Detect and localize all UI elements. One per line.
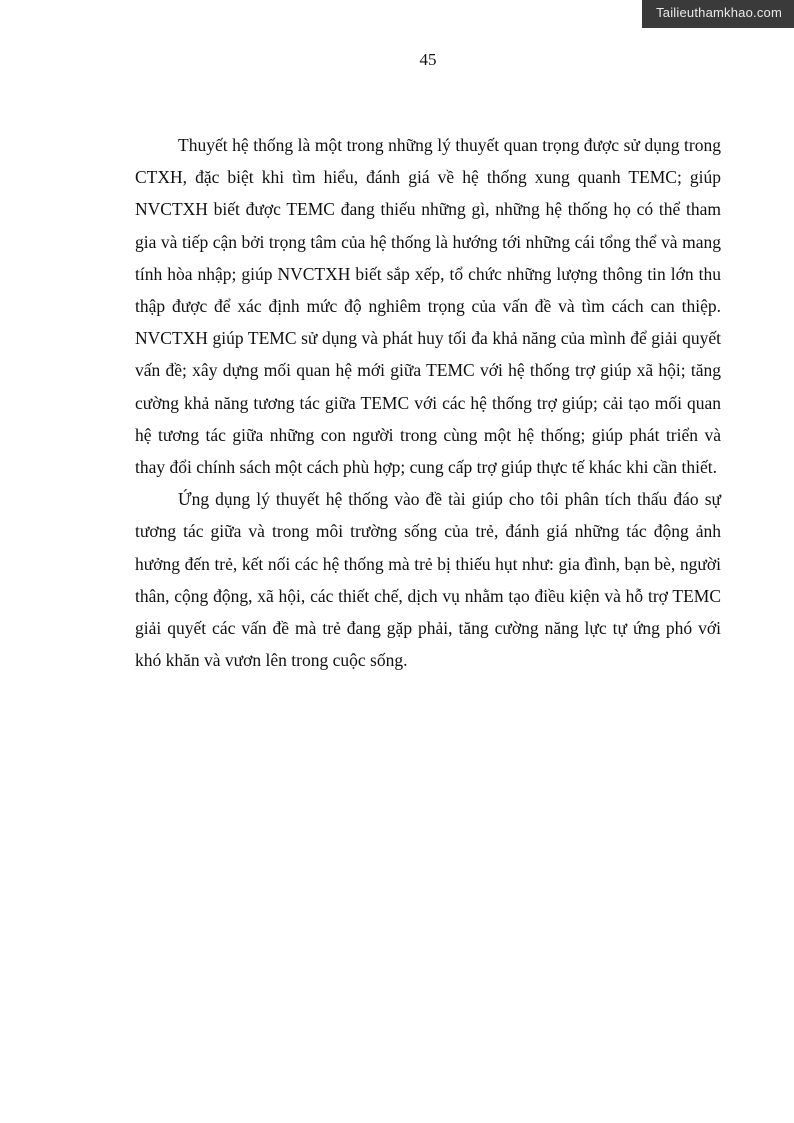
page-body-text [135, 129, 721, 676]
paragraph: Thuyết hệ thống là một trong những lý thuyết quan trọng được sử dụng trong CTXH, đặc biệt khi tìm hiểu, đánh giá về hệ thống xung quanh TEMC; giúp NVCTXH biết được TEMC đang thiếu những gì, những hệ thống họ có thể tham gia và tiếp cận bởi trọng tâm của hệ thống là hướng tới những cái tổng thể và mang tính hòa nhập; giúp NVCTXH biết sắp xếp, tổ chức những lượng thông tin lớn thu thập được để xác định mức độ nghiêm trọng của vấn đề và tìm cách can thiệp. NVCTXH giúp TEMC sử dụng và phát huy tối đa khả năng của mình để giải quyết vấn đề; xây dựng mối quan hệ mới giữa TEMC với hệ thống trợ giúp xã hội; tăng cường khả năng tương tác giữa TEMC với các hệ thống trợ giúp; cải tạo mối quan hệ tương tác giữa những con người trong cùng một hệ thống; giúp phát triển và thay đổi chính sách một cách phù hợp; cung cấp trợ giúp thực tế khác khi cần thiết. [135, 135, 721, 478]
watermark-badge: Tailieuthamkhao.com [642, 0, 794, 28]
page-number: 45 [419, 50, 437, 69]
paragraph: Ứng dụng lý thuyết hệ thống vào đề tài giúp cho tôi phân tích thấu đáo sự tương tác giữa và trong môi trường sống của trẻ, đánh giá những tác động ảnh hưởng đến trẻ, kết nối các hệ thống mà trẻ bị thiếu hụt như: gia đình, bạn bè, người thân, cộng động, xã hội, các thiết chế, dịch vụ nhằm tạo điều kiện và hỗ trợ TEMC giải quyết các vấn đề mà trẻ đang gặp phải, tăng cường năng lực tự ứng phó với khó khăn và vươn lên trong cuộc sống. [135, 489, 721, 671]
